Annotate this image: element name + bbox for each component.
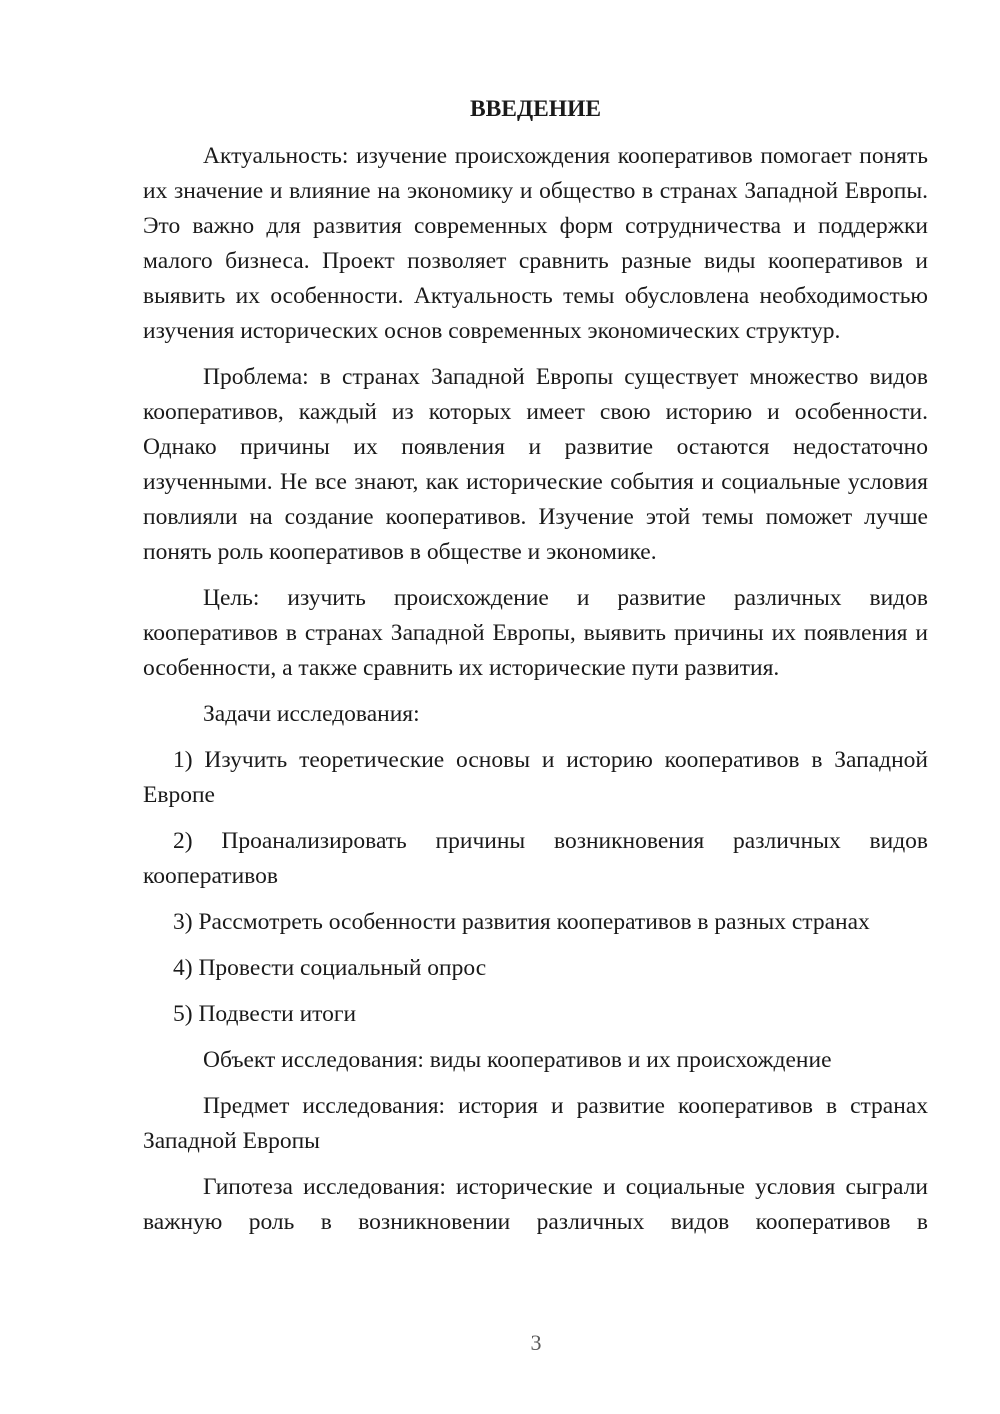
task-item-3: 3) Рассмотреть особенности развития кооперативов в разных странах xyxy=(173,909,870,935)
page-number: 3 xyxy=(530,1330,542,1355)
task-item-4: 4) Провести социальный опрос xyxy=(173,955,487,981)
relevance-paragraph: Актуальность: изучение происхождения кооперативов помогает понять их значение и влияние на экономику и общество в странах Западной Европы. Это важно для развития современных форм сотрудничества и поддержки малого бизнеса. Проект позволяет сравнить разные виды кооперативов и выявить их особенности. Актуальность темы обусловлена необходимостью изучения исторических основ современных экономических структур. xyxy=(143,143,928,344)
hypothesis-paragraph: Гипотеза исследования: исторические и социальные условия сыграли важную роль в возникновении различных видов кооперативов в xyxy=(143,1174,928,1235)
problem-paragraph: Проблема: в странах Западной Европы существует множество видов кооперативов, каждый из которых имеет свою историю и особенности. Однако причины их появления и развитие остаются недостаточно изученными. Не все знают, как исторические события и социальные условия повлияли на создание кооперативов. Изучение этой темы поможет лучше понять роль кооперативов в обществе и экономике. xyxy=(143,364,928,565)
object-paragraph: Объект исследования: виды кооперативов и их происхождение xyxy=(203,1047,832,1073)
section-title: ВВЕДЕНИЕ xyxy=(469,96,602,122)
document-body xyxy=(143,92,928,1251)
tasks-heading: Задачи исследования: xyxy=(203,701,420,727)
goal-paragraph: Цель: изучить происхождение и развитие различных видов кооперативов в странах Западной Европы, выявить причины их появления и особенности, а также сравнить их исторические пути развития. xyxy=(143,585,928,681)
subject-paragraph: Предмет исследования: история и развитие кооперативов в странах Западной Европы xyxy=(143,1093,928,1154)
task-item-2: 2) Проанализировать причины возникновения различных видов кооперативов xyxy=(143,828,928,889)
task-item-5: 5) Подвести итоги xyxy=(173,1001,357,1027)
task-item-1: 1) Изучить теоретические основы и историю кооперативов в Западной Европе xyxy=(143,747,928,808)
